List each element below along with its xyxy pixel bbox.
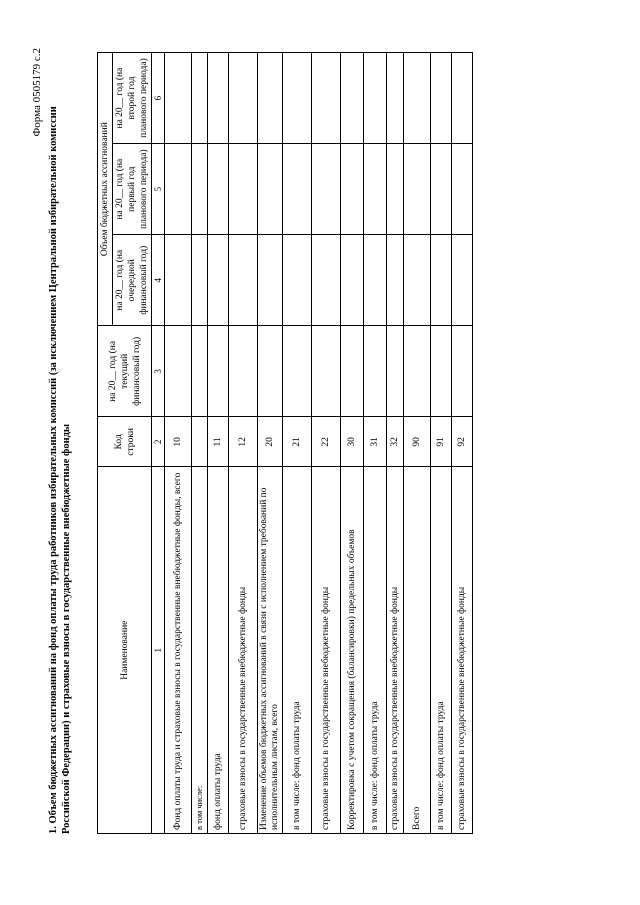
row-name: Всего <box>404 467 431 834</box>
value-cell[interactable] <box>165 326 192 417</box>
value-cell[interactable] <box>341 144 364 235</box>
value-cell[interactable] <box>364 144 387 235</box>
header-col4: на 20__ год (на очередной финансовый год) <box>113 235 152 326</box>
row-name: страховые взносы в государственные внебюджетные фонды <box>452 467 473 834</box>
value-cell[interactable] <box>208 144 229 235</box>
row-code <box>192 417 208 467</box>
value-cell[interactable] <box>229 53 258 144</box>
header-name: Наименование <box>98 467 152 834</box>
col-number: 6 <box>152 53 165 144</box>
row-code: 31 <box>364 417 387 467</box>
row-name: в том числе: фонд оплаты труда <box>431 467 452 834</box>
col-number: 3 <box>152 326 165 417</box>
row-name: страховые взносы в государственные внебюджетные фонды <box>387 467 404 834</box>
value-cell[interactable] <box>341 53 364 144</box>
header-col3: на 20__ год (на текущий финансовый год) <box>98 326 152 417</box>
table-row <box>283 53 312 834</box>
value-cell[interactable] <box>364 326 387 417</box>
value-cell[interactable] <box>283 235 312 326</box>
table-row <box>312 53 341 834</box>
header-row-1 <box>98 53 113 834</box>
value-cell[interactable] <box>452 326 473 417</box>
value-cell[interactable] <box>364 235 387 326</box>
value-cell[interactable] <box>312 53 341 144</box>
value-cell[interactable] <box>387 53 404 144</box>
row-code: 32 <box>387 417 404 467</box>
table-row <box>208 53 229 834</box>
value-cell[interactable] <box>312 326 341 417</box>
value-cell[interactable] <box>283 53 312 144</box>
value-cell[interactable] <box>165 53 192 144</box>
row-name: в том числе: фонд оплаты труда <box>364 467 387 834</box>
row-name: страховые взносы в государственные внебюджетные фонды <box>312 467 341 834</box>
value-cell[interactable] <box>208 235 229 326</box>
value-cell[interactable] <box>165 235 192 326</box>
value-cell[interactable] <box>431 326 452 417</box>
value-cell[interactable] <box>341 326 364 417</box>
row-code: 21 <box>283 417 312 467</box>
value-cell[interactable] <box>431 53 452 144</box>
value-cell[interactable] <box>208 53 229 144</box>
value-cell[interactable] <box>192 326 208 417</box>
value-cell[interactable] <box>192 144 208 235</box>
value-cell[interactable] <box>452 235 473 326</box>
value-cell[interactable] <box>229 235 258 326</box>
row-name: в том числе: фонд оплаты труда <box>283 467 312 834</box>
value-cell[interactable] <box>165 144 192 235</box>
table-row <box>364 53 387 834</box>
value-cell[interactable] <box>431 235 452 326</box>
table-row <box>387 53 404 834</box>
value-cell[interactable] <box>258 326 283 417</box>
row-code: 20 <box>258 417 283 467</box>
form-code: Форма 0505179 с.2 <box>31 48 43 137</box>
value-cell[interactable] <box>387 326 404 417</box>
budget-table <box>97 52 473 834</box>
table-row <box>165 53 192 834</box>
value-cell[interactable] <box>364 53 387 144</box>
header-code: Код строки <box>98 417 152 467</box>
value-cell[interactable] <box>229 144 258 235</box>
value-cell[interactable] <box>208 326 229 417</box>
table-row <box>229 53 258 834</box>
table-row <box>341 53 364 834</box>
value-cell[interactable] <box>404 235 431 326</box>
value-cell[interactable] <box>431 144 452 235</box>
row-code: 11 <box>208 417 229 467</box>
header-group: Объем бюджетных ассигнований <box>98 53 113 326</box>
value-cell[interactable] <box>312 235 341 326</box>
col-number: 1 <box>152 467 165 834</box>
value-cell[interactable] <box>258 53 283 144</box>
value-cell[interactable] <box>452 144 473 235</box>
row-name: фонд оплаты труда <box>208 467 229 834</box>
col-number: 5 <box>152 144 165 235</box>
row-code: 22 <box>312 417 341 467</box>
value-cell[interactable] <box>312 144 341 235</box>
value-cell[interactable] <box>283 326 312 417</box>
table-row <box>192 53 208 834</box>
row-code: 10 <box>165 417 192 467</box>
row-name: Корректировка с учетом сокращения (балансировки) предельных объемов <box>341 467 364 834</box>
col-number: 4 <box>152 235 165 326</box>
value-cell[interactable] <box>387 144 404 235</box>
value-cell[interactable] <box>192 235 208 326</box>
value-cell[interactable] <box>229 326 258 417</box>
value-cell[interactable] <box>192 53 208 144</box>
header-col6: на 20__ год (на второй год планового периода) <box>113 53 152 144</box>
row-code: 12 <box>229 417 258 467</box>
table-row <box>452 53 473 834</box>
table-row <box>431 53 452 834</box>
row-name: в том числе: <box>192 467 208 834</box>
row-name: Фонд оплаты труда и страховые взносы в государственные внебюджетные фонды, всего <box>165 467 192 834</box>
row-code: 91 <box>431 417 452 467</box>
value-cell[interactable] <box>404 53 431 144</box>
value-cell[interactable] <box>283 144 312 235</box>
table-row <box>404 53 431 834</box>
row-code: 92 <box>452 417 473 467</box>
section-title: 1. Объем бюджетных ассигнований на фонд оплаты труда работников избирательных комиссий (за исключением Центральной избирательной комиссии Российской Федерации) и страховые взносы в государственные внебюджетные фонды <box>48 106 72 834</box>
row-code: 30 <box>341 417 364 467</box>
column-number-row <box>152 53 165 834</box>
header-col5: на 20__ год (на первый год планового периода) <box>113 144 152 235</box>
value-cell[interactable] <box>404 326 431 417</box>
value-cell[interactable] <box>452 53 473 144</box>
col-number: 2 <box>152 417 165 467</box>
table-row <box>258 53 283 834</box>
rotated-form-page <box>25 32 615 872</box>
value-cell[interactable] <box>258 144 283 235</box>
row-name: Изменение объемов бюджетных ассигнований в связи с исполнением требований по исполнительным листам, всего <box>258 467 283 834</box>
value-cell[interactable] <box>341 235 364 326</box>
value-cell[interactable] <box>404 144 431 235</box>
row-code: 90 <box>404 417 431 467</box>
row-name: страховые взносы в государственные внебюджетные фонды <box>229 467 258 834</box>
value-cell[interactable] <box>387 235 404 326</box>
value-cell[interactable] <box>258 235 283 326</box>
